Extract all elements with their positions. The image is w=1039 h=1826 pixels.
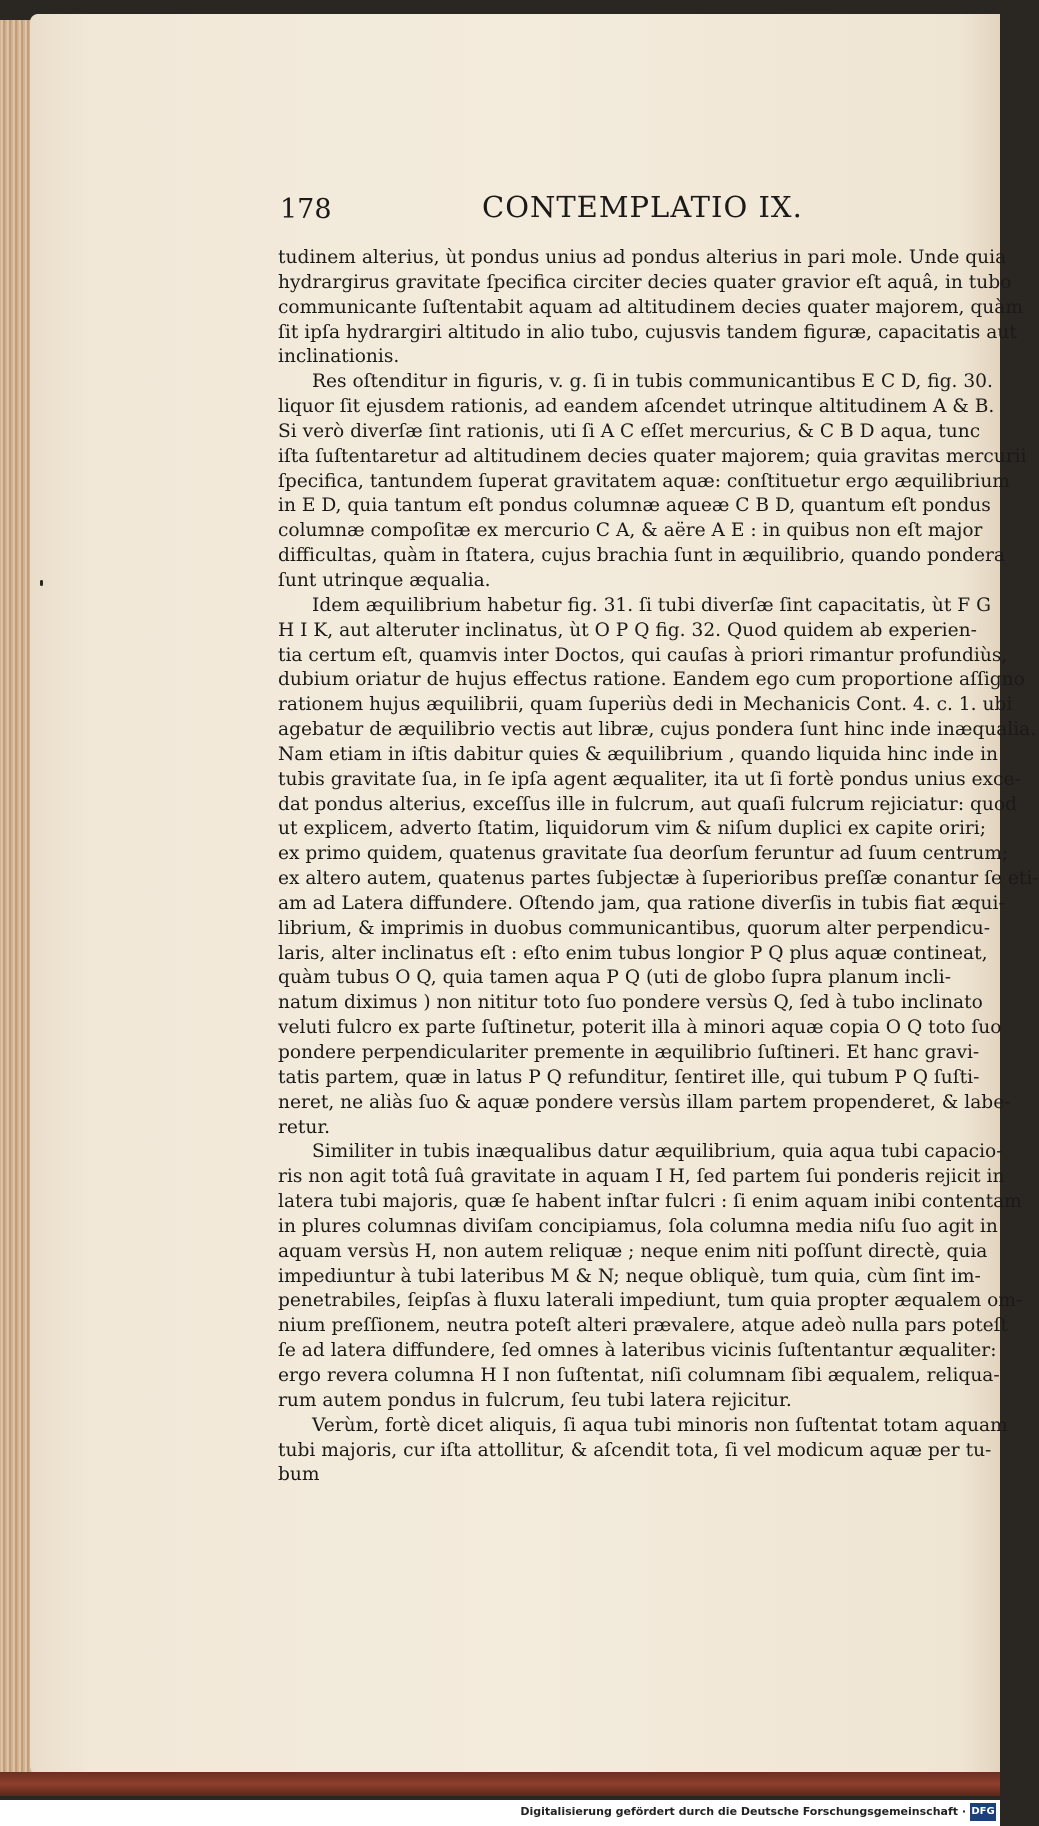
text-line: ut explicem, adverto ſtatim, liquidorum vim & niſum duplici ex capite oriri; bbox=[278, 818, 986, 840]
text-line: pondere perpendiculariter premente in æquilibrio ſuſtineri. Et hanc gravi- bbox=[278, 1042, 980, 1063]
text-line: communicante ſuſtentabit aquam ad altitudinem decies quater majorem, quàm bbox=[278, 296, 1023, 318]
page-number: 178 bbox=[280, 194, 332, 225]
text-line: natum diximus ) non nititur toto ſuo pondere versùs Q, ſed à tubo inclinato bbox=[278, 992, 983, 1014]
text-line: quàm tubus O Q, quia tamen aqua P Q (uti de globo ſupra planum incli- bbox=[278, 967, 952, 989]
text-line: laris, alter inclinatus eſt : eſto enim tubus longior P Q plus aquæ contineat, bbox=[278, 942, 988, 964]
text-line: ex altero autem, quatenus partes ſubjectæ à ſuperioribus preſſæ conantur ſe eti- bbox=[278, 868, 1039, 890]
text-line: liquor ſit ejusdem rationis, ad eandem aſcendet utrinque altitudinem A & B. bbox=[278, 396, 995, 418]
text-line: columnæ compoſitæ ex mercurio C A, & aëre A E : in quibus non eſt major bbox=[278, 520, 983, 542]
text-line: inclinationis. bbox=[278, 346, 400, 368]
text-line: Nam etiam in iſtis dabitur quies & æquilibrium , quando liquida hinc inde in bbox=[278, 743, 999, 765]
text-line: Similiter in tubis inæqualibus datur æquilibrium, quia aqua tubi capacio- bbox=[312, 1141, 1003, 1163]
text-line: ſit ipſa hydrargiri altitudo in alio tubo, cujusvis tandem figuræ, capacitatis aut bbox=[278, 321, 1017, 343]
text-line: retur. bbox=[278, 1116, 331, 1138]
text-line: ris non agit totâ ſuâ gravitate in aquam I H, ſed partem ſui ponderis rejicit in bbox=[278, 1166, 1005, 1188]
text-line: tatis partem, quæ in latus P Q refunditur, ſentiret ille, qui tubum P Q ſuſti- bbox=[278, 1066, 980, 1088]
text-line: difficultas, quàm in ſtatera, cujus brachia ſunt in æquilibrio, quando pondera bbox=[278, 545, 1005, 567]
paragraph-1 bbox=[278, 246, 1023, 370]
text-line: penetrabiles, ſeipſas à fluxu laterali impediunt, tum quia propter æqualem om- bbox=[278, 1290, 1023, 1312]
text-line: in plures columnas diviſam concipiamus, ſola columna media niſu ſuo agit in bbox=[278, 1215, 998, 1237]
text-line: Idem æquilibrium habetur fig. 31. ſi tubi diverſæ ſint capacitatis, ùt F G bbox=[312, 594, 991, 616]
text-line: in E D, quia tantum eſt pondus columnæ aqueæ C B D, quantum eſt pondus bbox=[278, 495, 991, 517]
ink-speck bbox=[40, 580, 43, 586]
text-line: ex primo quidem, quatenus gravitate ſua deorſum feruntur ad ſuum centrum; bbox=[278, 843, 1009, 865]
running-head: CONTEMPLATIO IX. bbox=[482, 190, 803, 224]
text-line: am ad Latera diffundere. Oſtendo jam, qua ratione diverſis in tubis fiat æqui- bbox=[278, 892, 1005, 914]
text-line: rationem hujus æquilibrii, quam ſuperiùs dedi in Mechanicis Cont. 4. c. 1. ubi bbox=[278, 694, 1013, 716]
text-line: veluti fulcro ex parte ſuſtinetur, poterit illa à minori aquæ copia O Q toto ſuo bbox=[278, 1017, 1002, 1039]
text-line: nium preſſionem, neutra poteſt alteri prævalere, atque adeò nulla pars poteſt bbox=[278, 1315, 1009, 1337]
main-text bbox=[278, 246, 1039, 1488]
book-bottom-edge bbox=[0, 1772, 1000, 1796]
footer-credit: Digitalisierung gefördert durch die Deutsche Forschungsgemeinschaft · bbox=[520, 1805, 966, 1818]
text-line: ſunt utrinque æqualia. bbox=[278, 569, 491, 591]
paragraph-4 bbox=[278, 1140, 1023, 1413]
text-line: ſpecifica, tantundem ſuperat gravitatem aquæ: conſtituetur ergo æquilibrium bbox=[278, 470, 1010, 492]
text-line: tia certum eſt, quamvis inter Doctos, qui cauſas à priori rimantur profundiùs, bbox=[278, 644, 1008, 666]
text-line: ſe ad latera diffundere, ſed omnes à lateribus vicinis ſuſtentantur æqualiter: bbox=[278, 1340, 997, 1362]
dfg-logo-icon: DFG bbox=[970, 1803, 996, 1821]
text-line: aquam versùs H, non autem reliquæ ; neque enim niti poſſunt directè, quia bbox=[278, 1240, 988, 1262]
text-line: dubium oriatur de hujus effectus ratione. Eandem ego cum proportione aſſigno bbox=[278, 669, 1025, 691]
paragraph-3 bbox=[278, 594, 1039, 1141]
text-line: impediuntur à tubi lateribus M & N; neque obliquè, tum quia, cùm ſint im- bbox=[278, 1265, 981, 1287]
text-line: librium, & imprimis in duobus communicantibus, quorum alter perpendicu- bbox=[278, 917, 990, 939]
text-line: tubi majoris, cur iſta attollitur, & aſcendit tota, ſi vel modicum aquæ per tu- bbox=[278, 1439, 992, 1461]
text-line: tudinem alterius, ùt pondus unius ad pondus alterius in pari mole. Unde quia bbox=[278, 247, 1007, 268]
text-line: rum autem pondus in fulcrum, ſeu tubi latera rejicitur. bbox=[278, 1389, 792, 1411]
paragraph-2 bbox=[278, 370, 1027, 594]
text-line: dat pondus alterius, exceſſus ille in fulcrum, aut quaſi fulcrum rejiciatur: quod bbox=[278, 793, 1017, 815]
text-line: latera tubi majoris, quæ ſe habent inſtar fulcri : ſi enim aquam inibi contentam bbox=[278, 1191, 1022, 1213]
text-line: hydrargirus gravitate ſpecifica circiter decies quater gravior eſt aquâ, in tubo bbox=[278, 271, 1012, 293]
text-line: ergo revera columna H I non ſuſtentat, niſi columnam ſibi æqualem, reliqua- bbox=[278, 1364, 1000, 1386]
text-line: neret, ne aliàs ſuo & aquæ pondere versùs illam partem propenderet, & labe- bbox=[278, 1091, 1011, 1113]
text-line: H I K, aut alteruter inclinatus, ùt O P Q fig. 32. Quod quidem ab experien- bbox=[278, 619, 977, 641]
text-line: Verùm, fortè dicet aliquis, ſi aqua tubi minoris non ſuſtentat totam aquam bbox=[312, 1414, 1008, 1436]
text-line: agebatur de æquilibrio vectis aut libræ, cujus pondera ſunt hinc inde inæqualia. bbox=[278, 719, 1037, 741]
text-line: Res oſtenditur in figuris, v. g. ſi in tubis communicantibus E C D, fig. 30. bbox=[312, 371, 993, 393]
text-line: bum bbox=[278, 1464, 320, 1486]
text-line: iſta ſuſtentaretur ad altitudinem decies quater majorem; quia gravitas mercurii bbox=[278, 445, 1027, 467]
paragraph-5 bbox=[278, 1414, 1008, 1489]
text-line: Si verò diverſæ ſint rationis, uti ſi A C eſſet mercurius, & C B D aqua, tunc bbox=[278, 420, 981, 442]
text-line: tubis gravitate ſua, in ſe ipſa agent æqualiter, ita ut ſi fortè pondus unius exce- bbox=[278, 768, 1021, 790]
